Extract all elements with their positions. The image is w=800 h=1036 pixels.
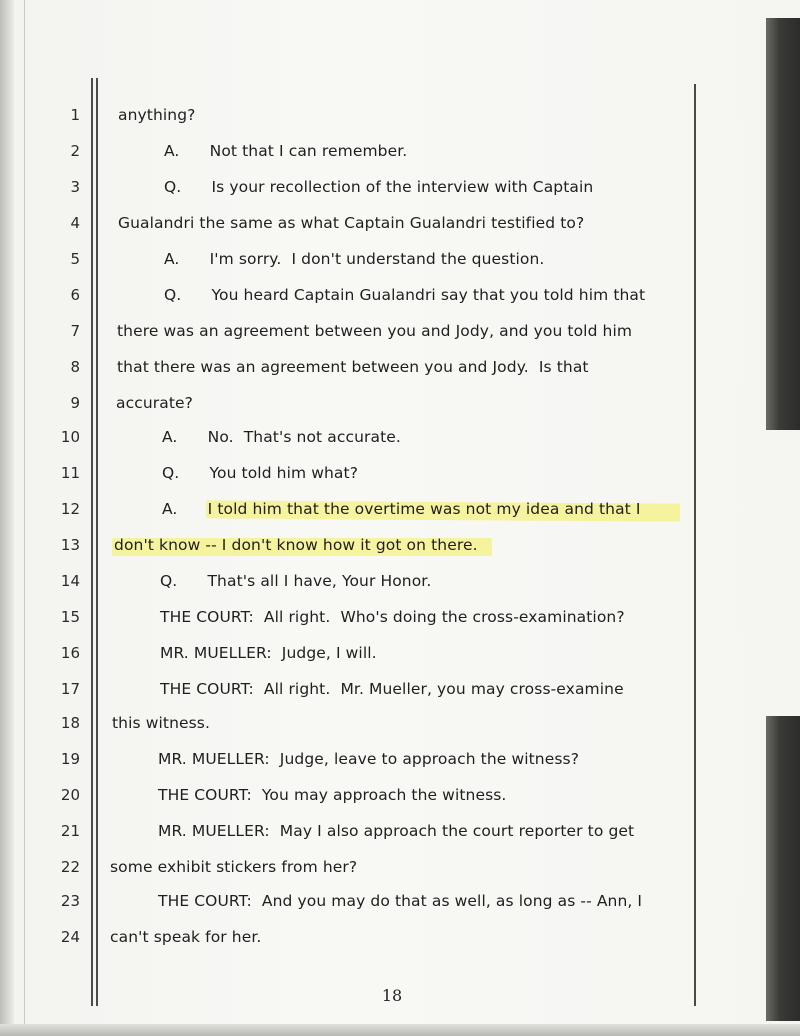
line-number: 10 bbox=[60, 428, 80, 446]
line-number: 22 bbox=[60, 858, 80, 876]
line-number: 18 bbox=[60, 714, 80, 732]
transcript-line: that there was an agreement between you and Jody. Is that bbox=[117, 358, 589, 376]
line-number: 17 bbox=[60, 680, 80, 698]
line-number: 16 bbox=[60, 644, 80, 662]
page-number: 18 bbox=[381, 986, 403, 1005]
transcript-line: don't know -- I don't know how it got on there. bbox=[114, 536, 478, 554]
scanner-bottom-edge bbox=[0, 1024, 800, 1036]
line-number: 19 bbox=[60, 750, 80, 768]
transcript-line: A. I told him that the overtime was not my idea and that I bbox=[162, 500, 641, 518]
line-number: 12 bbox=[60, 500, 80, 518]
transcript-line: MR. MUELLER: May I also approach the court reporter to get bbox=[158, 822, 635, 840]
line-number: 4 bbox=[70, 214, 80, 232]
line-number: 11 bbox=[60, 464, 80, 482]
transcript-line: A. No. That's not accurate. bbox=[162, 428, 401, 446]
transcript-line: accurate? bbox=[116, 394, 193, 412]
transcript-line: Q. Is your recollection of the interview with Captain bbox=[164, 178, 594, 196]
left-margin-rule-inner bbox=[96, 78, 98, 1006]
transcript-line: MR. MUELLER: Judge, I will. bbox=[160, 644, 377, 662]
page-edge-line bbox=[24, 0, 25, 1036]
line-number: 6 bbox=[70, 286, 80, 304]
transcript-line: there was an agreement between you and Jody, and you told him bbox=[117, 322, 633, 340]
line-number: 21 bbox=[60, 822, 80, 840]
line-number: 9 bbox=[70, 394, 80, 412]
line-number: 8 bbox=[70, 358, 80, 376]
transcript-line: THE COURT: All right. Mr. Mueller, you may cross-examine bbox=[160, 680, 624, 698]
transcript-line: can't speak for her. bbox=[110, 928, 262, 946]
transcript-line: anything? bbox=[118, 106, 196, 124]
transcript-line: Q. That's all I have, Your Honor. bbox=[160, 572, 432, 590]
left-margin-rule bbox=[91, 78, 93, 1006]
scanner-band-bottom bbox=[766, 716, 800, 1021]
right-margin-rule bbox=[694, 84, 696, 1006]
line-number: 13 bbox=[60, 536, 80, 554]
line-number: 3 bbox=[70, 178, 80, 196]
transcript-line: THE COURT: And you may do that as well, as long as -- Ann, I bbox=[158, 892, 643, 910]
line-number: 24 bbox=[60, 928, 80, 946]
line-number: 7 bbox=[70, 322, 80, 340]
transcript-line: MR. MUELLER: Judge, leave to approach the witness? bbox=[158, 750, 580, 768]
transcript-line: THE COURT: You may approach the witness. bbox=[158, 786, 507, 804]
scanner-band-top bbox=[766, 18, 800, 430]
transcript-line: some exhibit stickers from her? bbox=[110, 858, 358, 876]
line-number: 5 bbox=[70, 250, 80, 268]
line-number: 14 bbox=[60, 572, 80, 590]
transcript-line: Q. You told him what? bbox=[162, 464, 359, 482]
line-number: 23 bbox=[60, 892, 80, 910]
line-number: 2 bbox=[70, 142, 80, 160]
page-edge-shadow bbox=[0, 0, 14, 1036]
transcript-line: A. I'm sorry. I don't understand the question. bbox=[164, 250, 545, 268]
transcript-line: THE COURT: All right. Who's doing the cross-examination? bbox=[160, 608, 625, 626]
transcript-line: Gualandri the same as what Captain Gualandri testified to? bbox=[118, 214, 585, 232]
transcript-line: Q. You heard Captain Gualandri say that you told him that bbox=[164, 286, 646, 304]
line-number: 1 bbox=[70, 106, 80, 124]
line-number: 15 bbox=[60, 608, 80, 626]
transcript-line: this witness. bbox=[112, 714, 211, 732]
line-number: 20 bbox=[60, 786, 80, 804]
transcript-line: A. Not that I can remember. bbox=[164, 142, 408, 160]
